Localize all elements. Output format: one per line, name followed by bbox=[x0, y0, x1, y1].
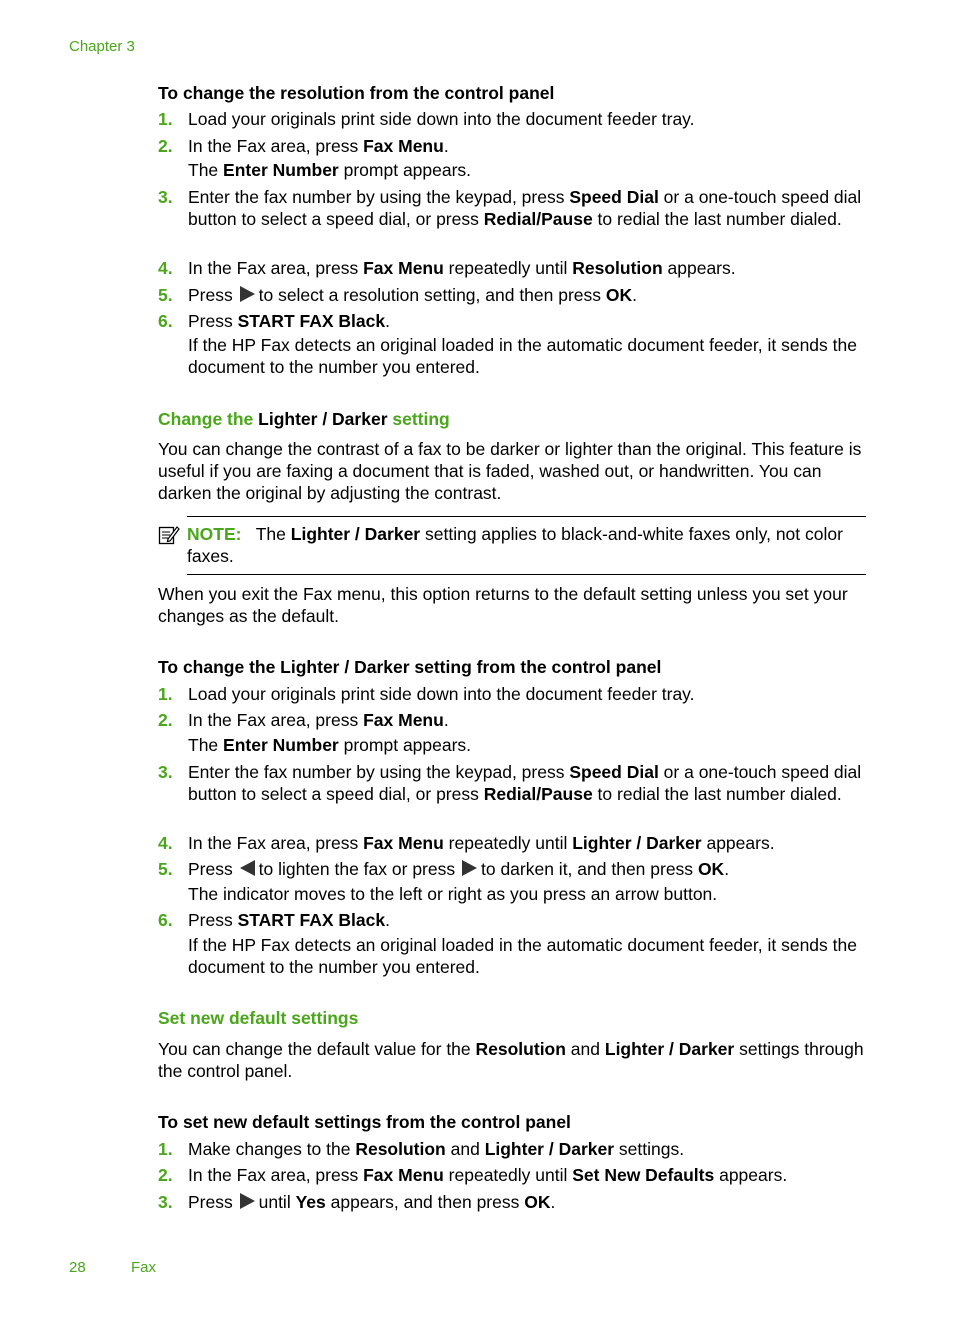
left-arrow-button-icon bbox=[240, 860, 255, 876]
procedure-title-lighter-darker: To change the Lighter / Darker setting from the control panel bbox=[158, 657, 662, 677]
step-text: Enter the fax number by using the keypad, press bbox=[188, 187, 570, 207]
page-number: 28 bbox=[69, 1259, 86, 1276]
procedure-title-defaults: To set new default settings from the control panel bbox=[158, 1112, 571, 1132]
step-bold: Fax Menu bbox=[363, 258, 444, 278]
step-number: 2. bbox=[158, 1165, 173, 1185]
step-bold: Enter Number bbox=[223, 735, 339, 755]
note-bold: Lighter / Darker bbox=[290, 524, 421, 544]
step-text: In the Fax area, press bbox=[188, 1165, 364, 1185]
step-text: repeatedly until bbox=[443, 258, 573, 278]
step-text: appears. bbox=[662, 258, 736, 278]
step-number: 1. bbox=[158, 1139, 173, 1159]
step-bold: Redial/Pause bbox=[483, 209, 593, 229]
step-text: . bbox=[724, 859, 730, 879]
step-text: repeatedly until bbox=[443, 833, 573, 853]
step-number: 1. bbox=[158, 684, 173, 704]
intro-text: and bbox=[565, 1039, 605, 1059]
intro-text: settings through the control panel. bbox=[158, 1039, 864, 1081]
note-text bbox=[187, 523, 869, 567]
resolution-step-5 bbox=[158, 284, 870, 306]
step-text: or a one-touch speed dial button to select a speed dial, or press bbox=[188, 762, 862, 804]
lighter-step-6 bbox=[158, 909, 870, 931]
step-bold: OK bbox=[605, 285, 633, 305]
heading-part: Change the bbox=[158, 409, 259, 429]
step-text: Press bbox=[188, 910, 238, 930]
step-number: 3. bbox=[158, 1192, 173, 1212]
step-bold: Speed Dial bbox=[569, 762, 659, 782]
step-text: . bbox=[550, 1192, 556, 1212]
note-text-part: The bbox=[255, 524, 291, 544]
defaults-step-1 bbox=[158, 1138, 870, 1160]
step-text: until bbox=[258, 1192, 296, 1212]
after-note-paragraph: When you exit the Fax menu, this option returns to the default setting unless you set your changes as the default. bbox=[158, 584, 848, 626]
lighter-step-4 bbox=[158, 832, 870, 854]
step-text: Press bbox=[188, 859, 233, 879]
step-number: 5. bbox=[158, 285, 173, 305]
step-bold: Set New Defaults bbox=[572, 1165, 715, 1185]
step-text: The bbox=[188, 735, 224, 755]
right-arrow-button-icon bbox=[462, 860, 477, 876]
step-bold: Speed Dial bbox=[569, 187, 659, 207]
lighter-step-5-sub: The indicator moves to the left or right as you press an arrow button. bbox=[188, 884, 718, 904]
step-text: . bbox=[443, 710, 449, 730]
step-text: to darken it, and then press bbox=[480, 859, 698, 879]
intro-bold: Lighter / Darker bbox=[604, 1039, 735, 1059]
resolution-step-6 bbox=[158, 310, 870, 332]
heading-part: Lighter / Darker bbox=[258, 409, 388, 429]
step-bold: START FAX Black bbox=[237, 910, 386, 930]
procedure-title-resolution: To change the resolution from the control panel bbox=[158, 83, 555, 103]
step-text: Make changes to the bbox=[188, 1139, 356, 1159]
step-text: appears. bbox=[714, 1165, 788, 1185]
lighter-step-2 bbox=[158, 709, 870, 731]
step-number: 3. bbox=[158, 762, 173, 782]
step-text: to lighten the fax or press bbox=[258, 859, 456, 879]
defaults-step-2 bbox=[158, 1164, 870, 1186]
step-bold: Lighter / Darker bbox=[572, 833, 702, 853]
resolution-step-6-sub: If the HP Fax detects an original loaded in the automatic document feeder, it sends the document to the number you entered. bbox=[188, 335, 857, 377]
lighter-step-2-sub bbox=[188, 734, 870, 756]
step-bold: Lighter / Darker bbox=[484, 1139, 615, 1159]
step-text: . bbox=[385, 311, 390, 331]
resolution-step-2 bbox=[158, 135, 870, 157]
step-number: 3. bbox=[158, 187, 173, 207]
step-text: In the Fax area, press bbox=[188, 136, 364, 156]
defaults-step-3 bbox=[158, 1191, 870, 1213]
note-top-rule bbox=[187, 516, 866, 517]
step-text: Press bbox=[188, 1192, 233, 1212]
step-number: 4. bbox=[158, 833, 173, 853]
note-bottom-rule bbox=[187, 574, 866, 575]
step-text: Enter the fax number by using the keypad, press bbox=[188, 762, 570, 782]
step-bold: Resolution bbox=[572, 258, 663, 278]
step-bold: Fax Menu bbox=[363, 136, 444, 156]
lighter-step-1 bbox=[158, 683, 870, 705]
step-number: 4. bbox=[158, 258, 173, 278]
section-heading-lighter-darker bbox=[158, 408, 450, 430]
note-icon bbox=[158, 524, 180, 546]
step-text: In the Fax area, press bbox=[188, 833, 364, 853]
step-text: In the Fax area, press bbox=[188, 258, 364, 278]
step-text: Press bbox=[188, 311, 238, 331]
lighter-step-3 bbox=[158, 761, 870, 805]
step-bold: Resolution bbox=[355, 1139, 446, 1159]
step-bold: Redial/Pause bbox=[483, 784, 593, 804]
right-arrow-button-icon bbox=[240, 1193, 255, 1209]
step-text: Load your originals print side down into the document feeder tray. bbox=[188, 684, 695, 704]
step-text: to redial the last number dialed. bbox=[592, 784, 842, 804]
step-text: . bbox=[632, 285, 638, 305]
intro-text: You can change the default value for the bbox=[158, 1039, 476, 1059]
step-text: to select a resolution setting, and then press bbox=[258, 285, 606, 305]
step-text: Load your originals print side down into the document feeder tray. bbox=[188, 109, 695, 129]
step-number: 6. bbox=[158, 910, 173, 930]
right-arrow-button-icon bbox=[240, 286, 255, 302]
step-bold: Enter Number bbox=[223, 160, 339, 180]
lighter-step-6-sub: If the HP Fax detects an original loaded in the automatic document feeder, it sends the document to the number you entered. bbox=[188, 935, 857, 977]
defaults-intro bbox=[158, 1038, 870, 1082]
step-number: 2. bbox=[158, 136, 173, 156]
resolution-step-3 bbox=[158, 186, 870, 230]
step-bold: Fax Menu bbox=[363, 833, 444, 853]
step-text: repeatedly until bbox=[443, 1165, 573, 1185]
step-text: appears. bbox=[701, 833, 775, 853]
section-heading-defaults: Set new default settings bbox=[158, 1008, 359, 1028]
lighter-step-5 bbox=[158, 858, 870, 880]
step-number: 1. bbox=[158, 109, 173, 129]
step-text: prompt appears. bbox=[338, 735, 472, 755]
step-number: 5. bbox=[158, 859, 173, 879]
step-number: 6. bbox=[158, 311, 173, 331]
step-number: 2. bbox=[158, 710, 173, 730]
step-text: and bbox=[445, 1139, 485, 1159]
footer-section-title: Fax bbox=[131, 1259, 157, 1276]
note-label: NOTE: bbox=[187, 524, 242, 544]
resolution-step-1 bbox=[158, 108, 870, 130]
step-text: to redial the last number dialed. bbox=[592, 209, 842, 229]
intro-bold: Resolution bbox=[475, 1039, 566, 1059]
chapter-header: Chapter 3 bbox=[69, 38, 135, 55]
step-text: In the Fax area, press bbox=[188, 710, 364, 730]
step-text: or a one-touch speed dial button to select a speed dial, or press bbox=[188, 187, 862, 229]
step-text: . bbox=[443, 136, 449, 156]
step-bold: Fax Menu bbox=[363, 1165, 444, 1185]
step-bold: Yes bbox=[295, 1192, 326, 1212]
step-bold: Fax Menu bbox=[363, 710, 444, 730]
resolution-step-4 bbox=[158, 257, 870, 279]
step-bold: OK bbox=[697, 859, 725, 879]
step-text: Press bbox=[188, 285, 233, 305]
step-text: appears, and then press bbox=[325, 1192, 525, 1212]
step-bold: START FAX Black bbox=[237, 311, 386, 331]
step-text: settings. bbox=[614, 1139, 685, 1159]
step-text: The bbox=[188, 160, 224, 180]
step-text: . bbox=[385, 910, 390, 930]
step-bold: OK bbox=[524, 1192, 551, 1212]
note-text-part: setting applies to black-and-white faxes only, not color faxes. bbox=[187, 524, 843, 566]
heading-part: setting bbox=[387, 409, 450, 429]
resolution-step-2-sub bbox=[188, 159, 870, 181]
lighter-darker-intro: You can change the contrast of a fax to be darker or lighter than the original. This feature is useful if you are faxing a document that is faded, washed out, or handwritten. You can darken the original by adjusting the contrast. bbox=[158, 439, 862, 503]
step-text: prompt appears. bbox=[338, 160, 472, 180]
